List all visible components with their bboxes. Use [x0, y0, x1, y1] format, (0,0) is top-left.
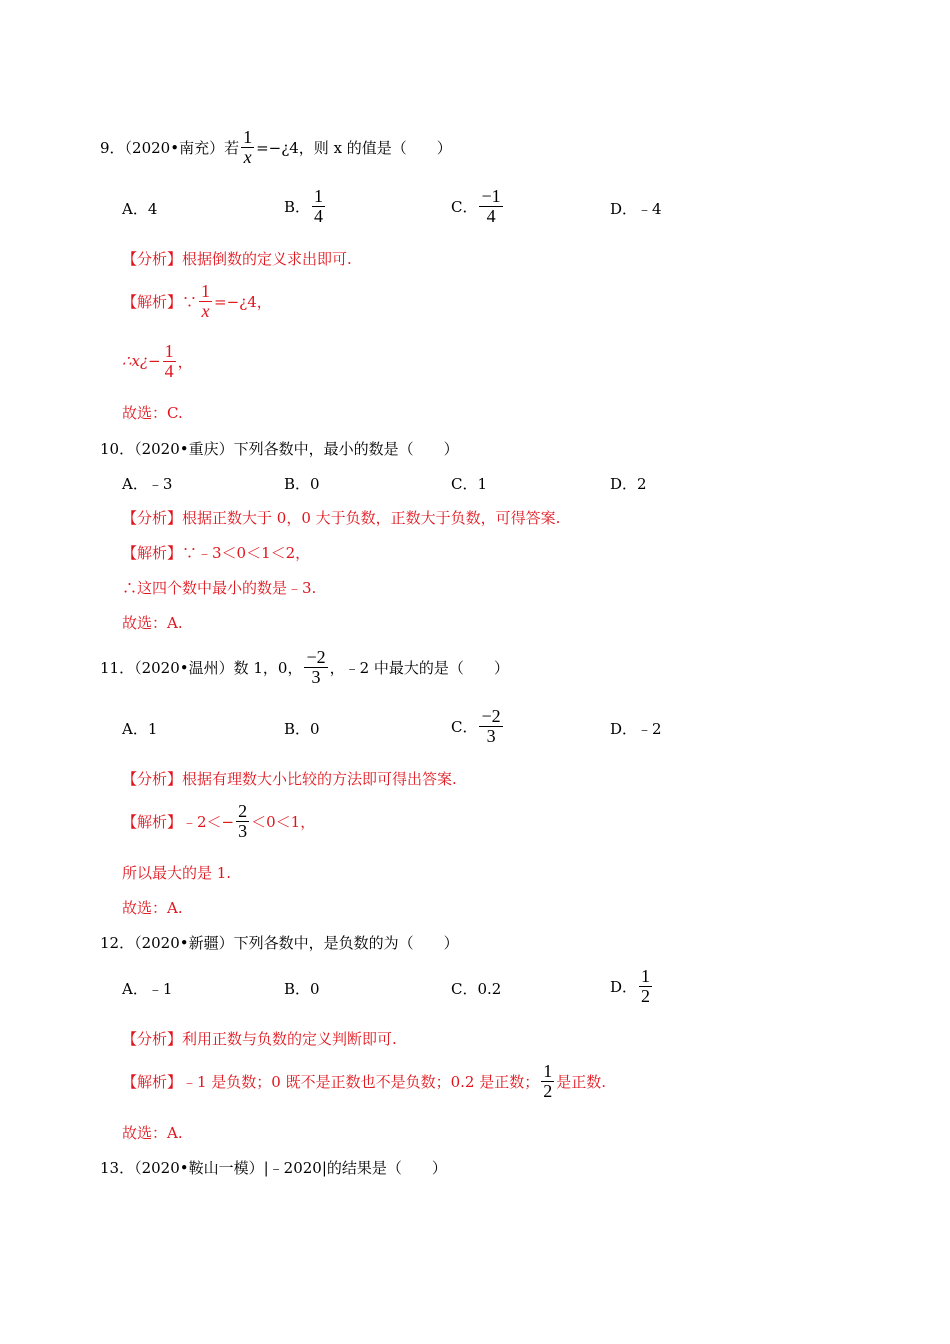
solution-fraction: [236, 802, 249, 841]
question-10-therefore: ∴这四个数中最小的数是﹣3.: [122, 579, 317, 597]
question-9-option-a: A．4: [122, 200, 158, 218]
option-label: C．: [451, 197, 478, 216]
solution-prefix: 【解析】﹣2＜−: [122, 812, 235, 831]
fraction-numerator: 1: [543, 1061, 553, 1081]
solution-suffix: ＜0＜1，: [251, 812, 316, 831]
fraction-numerator: 1: [164, 341, 174, 361]
question-10-analysis: 【分析】根据正数大于 0，0 大于负数，正数大于负数，可得答案.: [122, 509, 561, 527]
solution-fraction: [541, 1062, 554, 1101]
fraction-denominator: 3: [238, 820, 248, 841]
question-12-option-b: B．0: [284, 980, 320, 998]
question-10-solution: 【解析】∵﹣3＜0＜1＜2，: [122, 544, 311, 562]
fraction-denominator: x: [201, 300, 210, 321]
question-12-solution: [122, 1062, 606, 1101]
question-11-option-b: B．0: [284, 720, 320, 738]
therefore-prefix: ∴x¿−: [122, 352, 161, 371]
option-fraction: [312, 187, 325, 226]
question-10-option-d: D．2: [610, 475, 647, 493]
question-9-choose: 故选：C.: [122, 404, 183, 422]
question-11-option-c: [451, 707, 505, 746]
question-12-choose: 故选：A.: [122, 1124, 183, 1142]
question-9-analysis: 【分析】根据倒数的定义求出即可.: [122, 250, 352, 268]
option-label: C．: [451, 717, 478, 736]
option-label: D．: [610, 977, 638, 996]
therefore-fraction: [163, 342, 176, 381]
question-11-option-a: A．1: [122, 720, 158, 738]
option-fraction: [639, 967, 652, 1006]
question-9-stem-prefix: 9．（2020•南充）若: [100, 138, 240, 157]
fraction-denominator: 2: [543, 1080, 553, 1101]
fraction-numerator: −1: [481, 186, 501, 206]
question-11-stem-prefix: 11．（2020•温州）数 1，0，: [100, 658, 303, 677]
question-9-option-c: [451, 187, 505, 226]
question-10-option-b: B．0: [284, 475, 320, 493]
solution-prefix: 【解析】﹣1 是负数；0 既不是正数也不是负数；0.2 是正数；: [122, 1072, 540, 1091]
fraction-numerator: −2: [481, 706, 501, 726]
fraction-numerator: 2: [238, 801, 248, 821]
question-11-stem: [100, 648, 509, 687]
option-fraction: [479, 187, 502, 226]
question-10-choose: 故选：A.: [122, 614, 183, 632]
fraction-numerator: 1: [641, 966, 651, 986]
question-9-stem: [100, 128, 452, 167]
fraction-numerator: 1: [201, 281, 211, 301]
solution-rest: =−¿4，: [214, 292, 272, 311]
question-12-analysis: 【分析】利用正数与负数的定义判断即可.: [122, 1030, 397, 1048]
fraction-denominator: 4: [164, 360, 174, 381]
question-9-option-b: [284, 187, 327, 226]
fraction-numerator: −2: [306, 647, 326, 667]
fraction-denominator: 3: [486, 725, 496, 746]
question-11-fraction: [304, 648, 327, 687]
option-fraction: [479, 707, 502, 746]
solution-label: 【解析】∵: [122, 292, 198, 311]
question-9-therefore: [122, 342, 193, 381]
fraction-denominator: 4: [314, 205, 324, 226]
solution-suffix: 是正数.: [556, 1072, 607, 1091]
question-12-option-c: C．0.2: [451, 980, 502, 998]
question-11-solution: [122, 802, 315, 841]
question-9-fraction: [241, 128, 254, 167]
question-9-option-d: D．﹣4: [610, 200, 662, 218]
fraction-numerator: 1: [314, 186, 324, 206]
question-13-stem: 13．（2020•鞍山一模）|﹣2020|的结果是（ ）: [100, 1159, 447, 1177]
question-9-solution: [122, 282, 272, 321]
fraction-denominator: x: [243, 146, 252, 167]
question-11-choose: 故选：A.: [122, 899, 183, 917]
solution-fraction: [199, 282, 212, 321]
question-9-stem-suffix: =−¿4，则 x 的值是（ ）: [256, 138, 452, 157]
question-12-option-d: [610, 967, 654, 1006]
therefore-suffix: ，: [177, 352, 193, 371]
question-12-option-a: A．﹣1: [122, 980, 173, 998]
question-10-stem: 10．（2020•重庆）下列各数中，最小的数是（ ）: [100, 440, 459, 458]
fraction-denominator: 2: [641, 985, 651, 1006]
question-11-option-d: D．﹣2: [610, 720, 662, 738]
fraction-denominator: 4: [486, 205, 496, 226]
question-12-stem: 12．（2020•新疆）下列各数中，是负数的为（ ）: [100, 934, 459, 952]
question-10-option-c: C．1: [451, 475, 488, 493]
question-11-therefore: 所以最大的是 1.: [122, 864, 232, 882]
question-10-option-a: A．﹣3: [122, 475, 173, 493]
fraction-denominator: 3: [311, 666, 321, 687]
question-11-analysis: 【分析】根据有理数大小比较的方法即可得出答案.: [122, 770, 457, 788]
option-label: B．: [284, 197, 311, 216]
question-11-stem-suffix: ，﹣2 中最大的是（ ）: [329, 658, 509, 677]
fraction-numerator: 1: [243, 127, 253, 147]
